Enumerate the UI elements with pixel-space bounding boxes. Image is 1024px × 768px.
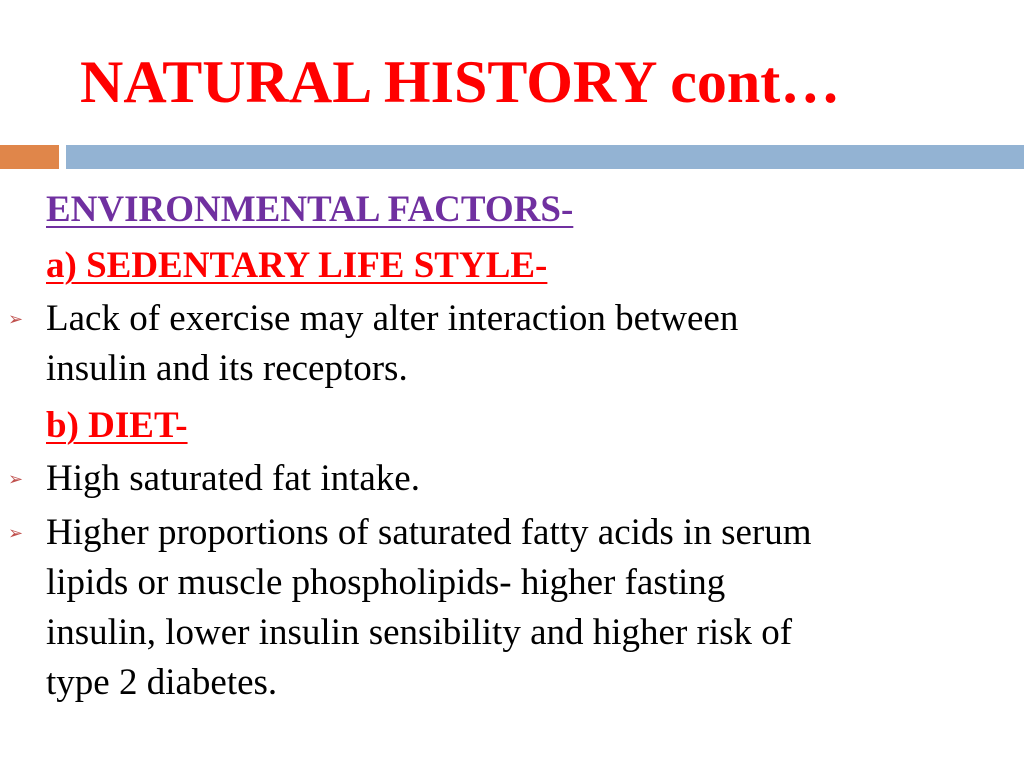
subsection-heading-sedentary: a) SEDENTARY LIFE STYLE- [46, 245, 548, 286]
bullet-text-continuation [0, 658, 1024, 708]
bullet-item [0, 294, 1024, 344]
arrowhead-bullet-icon: ➢ [8, 469, 24, 490]
bullet-text-line: Lack of exercise may alter interaction between [46, 298, 739, 339]
title-divider-bar [66, 145, 1024, 169]
bullet-item [0, 454, 1024, 504]
section-heading: ENVIRONMENTAL FACTORS- [46, 189, 574, 230]
bullet-text-line: Higher proportions of saturated fatty acids in serum [46, 512, 812, 553]
bullet-text-line: insulin, lower insulin sensibility and higher risk of [46, 612, 793, 653]
accent-bar [0, 145, 59, 169]
bullet-text-continuation [0, 558, 1024, 608]
bullet-text-line: lipids or muscle phospholipids- higher fasting [46, 562, 726, 603]
bullet-text-line: type 2 diabetes. [46, 662, 278, 703]
bullet-text-continuation [0, 608, 1024, 658]
bullet-text-continuation [0, 344, 1024, 394]
bullet-text-line: High saturated fat intake. [46, 458, 420, 499]
bullet-item [0, 508, 1024, 558]
arrowhead-bullet-icon: ➢ [8, 309, 24, 330]
slide-title: NATURAL HISTORY cont… [80, 49, 841, 115]
slide-content [0, 182, 1024, 708]
subsection-heading-diet: b) DIET- [46, 405, 188, 446]
bullet-text-line: insulin and its receptors. [46, 348, 408, 389]
arrowhead-bullet-icon: ➢ [8, 523, 24, 544]
